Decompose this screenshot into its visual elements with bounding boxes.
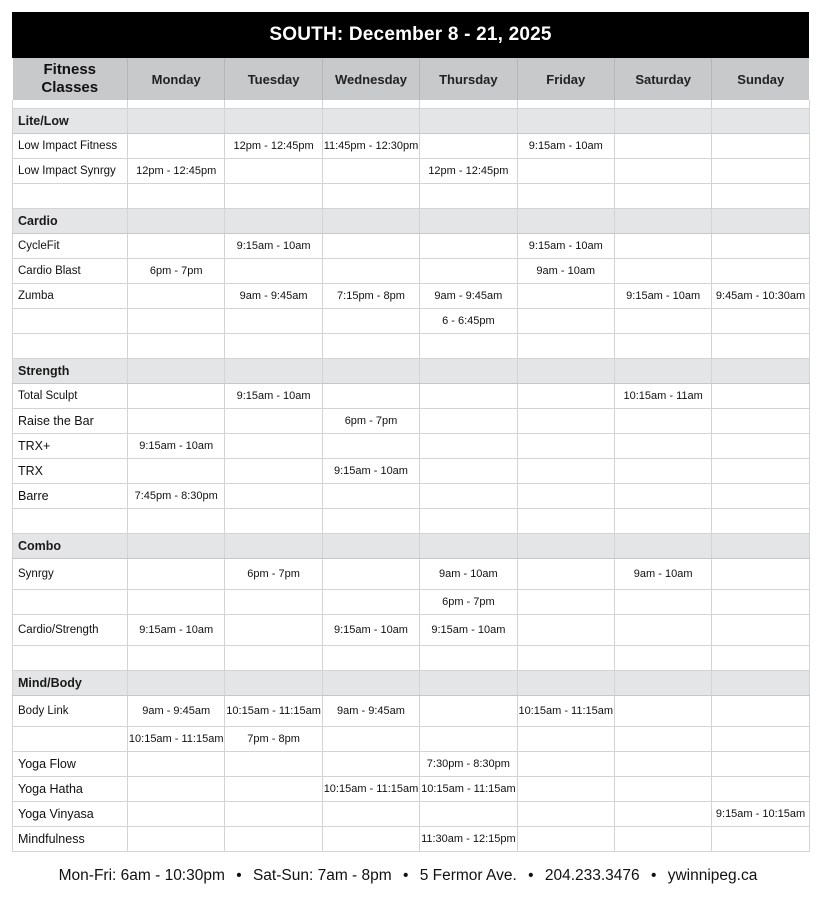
section-header-mind-body [13,671,810,696]
class-name [13,646,128,671]
time-cell-monday [128,777,225,802]
class-name: Zumba [13,284,128,309]
time-cell-monday [128,509,225,534]
spacer-cell [13,100,128,109]
bullet-separator: • [236,867,242,884]
time-cell-tuesday [225,752,322,777]
time-cell-sunday [712,159,809,184]
time-cell-friday [517,434,614,459]
time-cell-monday [128,334,225,359]
time-cell-tuesday [225,590,322,615]
time-cell-tuesday [225,309,322,334]
time-cell-monday [128,234,225,259]
time-cell-monday [128,309,225,334]
section-title: Mind/Body [13,671,128,696]
section-header-strength [13,359,810,384]
section-header-lite-low [13,109,810,134]
time-cell-sunday: 9:45am - 10:30am [712,284,809,309]
section-cell [517,534,614,559]
time-cell-thursday [420,259,517,284]
time-cell-tuesday [225,434,322,459]
spacer-cell [225,100,322,109]
time-cell-saturday [614,802,711,827]
section-cell [128,671,225,696]
section-cell [322,209,419,234]
time-cell-friday [517,802,614,827]
class-name: CycleFit [13,234,128,259]
section-title: Combo [13,534,128,559]
time-cell-thursday [420,727,517,752]
class-name: Low Impact Synrgy [13,159,128,184]
time-cell-monday: 9:15am - 10am [128,434,225,459]
time-cell-thursday [420,234,517,259]
time-cell-wednesday [322,384,419,409]
time-cell-thursday [420,434,517,459]
time-cell-sunday [712,409,809,434]
time-cell-thursday: 6pm - 7pm [420,590,517,615]
time-cell-thursday: 12pm - 12:45pm [420,159,517,184]
time-cell-monday [128,184,225,209]
section-cell [712,534,809,559]
section-cell [225,359,322,384]
time-cell-tuesday: 9:15am - 10am [225,234,322,259]
header-row [13,58,810,100]
time-cell-saturday [614,727,711,752]
footer-phone: 204.233.3476 [544,867,640,884]
section-cell [614,209,711,234]
class-row-continued [13,590,810,615]
time-cell-monday [128,646,225,671]
time-cell-thursday [420,409,517,434]
time-cell-wednesday [322,334,419,359]
time-cell-monday: 9am - 9:45am [128,696,225,727]
time-cell-tuesday [225,409,322,434]
time-cell-friday: 10:15am - 11:15am [517,696,614,727]
class-name: Cardio Blast [13,259,128,284]
time-cell-tuesday [225,777,322,802]
time-cell-saturday: 10:15am - 11am [614,384,711,409]
section-cell [225,109,322,134]
spacer-cell [128,100,225,109]
time-cell-monday [128,559,225,590]
header-day-saturday: Saturday [614,58,711,100]
time-cell-wednesday [322,259,419,284]
time-cell-friday [517,309,614,334]
time-cell-sunday [712,827,809,852]
class-name: Total Sculpt [13,384,128,409]
section-cell [128,534,225,559]
class-name: TRX+ [13,434,128,459]
time-cell-tuesday: 9am - 9:45am [225,284,322,309]
time-cell-friday [517,159,614,184]
time-cell-tuesday [225,159,322,184]
time-cell-wednesday: 9:15am - 10am [322,459,419,484]
class-name: TRX [13,459,128,484]
time-cell-friday [517,727,614,752]
class-row-trx [13,459,810,484]
time-cell-wednesday: 7:15pm - 8pm [322,284,419,309]
time-cell-tuesday: 7pm - 8pm [225,727,322,752]
time-cell-monday [128,752,225,777]
time-cell-saturday [614,590,711,615]
time-cell-tuesday [225,509,322,534]
time-cell-monday: 7:45pm - 8:30pm [128,484,225,509]
section-cell [128,109,225,134]
time-cell-saturday [614,309,711,334]
time-cell-thursday [420,484,517,509]
time-cell-saturday: 9am - 10am [614,559,711,590]
class-row-total-sculpt [13,384,810,409]
time-cell-sunday [712,615,809,646]
header-fitness-classes [13,58,128,100]
time-cell-saturday [614,159,711,184]
section-cell [322,534,419,559]
time-cell-wednesday [322,434,419,459]
time-cell-sunday: 9:15am - 10:15am [712,802,809,827]
class-name [13,590,128,615]
time-cell-friday [517,409,614,434]
section-cell [322,359,419,384]
time-cell-friday [517,459,614,484]
bullet-separator: • [528,867,534,884]
time-cell-friday [517,384,614,409]
schedule-title: SOUTH: December 8 - 21, 2025 [12,12,809,58]
class-row-mindfulness [13,827,810,852]
spacer-cell [420,100,517,109]
section-cell [517,359,614,384]
section-cell [712,109,809,134]
time-cell-wednesday [322,559,419,590]
time-cell-friday: 9:15am - 10am [517,234,614,259]
time-cell-wednesday: 9am - 9:45am [322,696,419,727]
time-cell-tuesday [225,259,322,284]
time-cell-monday [128,134,225,159]
time-cell-saturday [614,827,711,852]
time-cell-sunday [712,334,809,359]
class-name: Yoga Vinyasa [13,802,128,827]
time-cell-thursday [420,696,517,727]
time-cell-wednesday: 9:15am - 10am [322,615,419,646]
header-day-thursday: Thursday [420,58,517,100]
time-cell-sunday [712,234,809,259]
class-row-continued [13,509,810,534]
footer-website-link[interactable]: ywinnipeg.ca [667,867,758,884]
schedule-body [13,100,810,852]
class-name: Synrgy [13,559,128,590]
header-line-1: Fitness [43,61,96,78]
time-cell-tuesday: 10:15am - 11:15am [225,696,322,727]
spacer-row [13,100,810,109]
time-cell-monday [128,590,225,615]
time-cell-sunday [712,559,809,590]
time-cell-thursday [420,184,517,209]
time-cell-thursday [420,646,517,671]
time-cell-sunday [712,184,809,209]
schedule-table [12,58,810,852]
section-cell [420,671,517,696]
class-row-yoga-flow [13,752,810,777]
section-title: Lite/Low [13,109,128,134]
section-cell [322,109,419,134]
class-row-zumba [13,284,810,309]
time-cell-friday [517,827,614,852]
time-cell-wednesday [322,802,419,827]
time-cell-tuesday [225,484,322,509]
header-day-friday: Friday [517,58,614,100]
section-cell [712,209,809,234]
time-cell-friday [517,334,614,359]
time-cell-saturday [614,234,711,259]
time-cell-friday [517,777,614,802]
time-cell-sunday [712,459,809,484]
time-cell-saturday [614,184,711,209]
time-cell-monday: 6pm - 7pm [128,259,225,284]
class-name [13,727,128,752]
class-name: Barre [13,484,128,509]
time-cell-saturday [614,646,711,671]
time-cell-wednesday: 6pm - 7pm [322,409,419,434]
time-cell-thursday: 11:30am - 12:15pm [420,827,517,852]
section-header-combo [13,534,810,559]
time-cell-friday [517,615,614,646]
section-header-cardio [13,209,810,234]
class-row-low-impact-fitness [13,134,810,159]
time-cell-sunday [712,727,809,752]
time-cell-sunday [712,509,809,534]
time-cell-tuesday [225,459,322,484]
time-cell-thursday: 10:15am - 11:15am [420,777,517,802]
time-cell-saturday [614,615,711,646]
time-cell-wednesday [322,159,419,184]
section-cell [614,359,711,384]
spacer-cell [322,100,419,109]
section-cell [225,534,322,559]
class-row-continued [13,646,810,671]
time-cell-sunday [712,259,809,284]
class-row-continued [13,334,810,359]
time-cell-thursday: 9:15am - 10am [420,615,517,646]
class-name: Body Link [13,696,128,727]
time-cell-friday [517,559,614,590]
section-cell [517,671,614,696]
time-cell-wednesday [322,509,419,534]
time-cell-saturday [614,696,711,727]
time-cell-saturday [614,259,711,284]
time-cell-wednesday [322,646,419,671]
time-cell-monday: 9:15am - 10am [128,615,225,646]
time-cell-monday [128,284,225,309]
time-cell-wednesday [322,309,419,334]
time-cell-thursday [420,134,517,159]
section-cell [128,209,225,234]
footer-address: 5 Fermor Ave. [419,867,517,884]
time-cell-wednesday: 10:15am - 11:15am [322,777,419,802]
time-cell-saturday [614,509,711,534]
class-row-yoga-hatha [13,777,810,802]
class-name [13,509,128,534]
time-cell-saturday [614,434,711,459]
class-name [13,184,128,209]
bullet-separator: • [402,867,409,884]
header-day-sunday: Sunday [712,58,809,100]
class-row-trx [13,434,810,459]
class-row-body-link [13,696,810,727]
time-cell-wednesday [322,752,419,777]
time-cell-thursday: 6 - 6:45pm [420,309,517,334]
time-cell-friday [517,590,614,615]
section-cell [517,209,614,234]
time-cell-saturday [614,484,711,509]
time-cell-saturday [614,777,711,802]
time-cell-saturday [614,459,711,484]
header-day-tuesday: Tuesday [225,58,322,100]
time-cell-monday [128,409,225,434]
header-line-2: Classes [41,79,99,96]
class-row-barre [13,484,810,509]
footer-weekend-hours: Sat-Sun: 7am - 8pm [252,867,392,884]
time-cell-sunday [712,434,809,459]
section-cell [712,671,809,696]
time-cell-thursday [420,802,517,827]
time-cell-sunday [712,696,809,727]
section-cell [614,109,711,134]
class-name [13,334,128,359]
time-cell-tuesday: 6pm - 7pm [225,559,322,590]
schedule-sheet [12,12,809,852]
section-cell [225,209,322,234]
section-cell [420,359,517,384]
time-cell-sunday [712,384,809,409]
time-cell-thursday: 7:30pm - 8:30pm [420,752,517,777]
time-cell-sunday [712,590,809,615]
time-cell-thursday: 9am - 10am [420,559,517,590]
time-cell-saturday [614,334,711,359]
time-cell-wednesday [322,234,419,259]
class-row-low-impact-synrgy [13,159,810,184]
class-name: Yoga Flow [13,752,128,777]
header-day-monday: Monday [128,58,225,100]
time-cell-friday: 9:15am - 10am [517,134,614,159]
class-row-continued [13,184,810,209]
class-row-synrgy [13,559,810,590]
time-cell-tuesday [225,184,322,209]
bullet-separator: • [650,867,657,884]
class-name: Mindfulness [13,827,128,852]
class-row-raise-the-bar [13,409,810,434]
spacer-cell [614,100,711,109]
section-cell [517,109,614,134]
time-cell-saturday [614,134,711,159]
class-row-continued [13,727,810,752]
section-cell [420,209,517,234]
class-name: Low Impact Fitness [13,134,128,159]
time-cell-tuesday: 9:15am - 10am [225,384,322,409]
time-cell-wednesday [322,484,419,509]
time-cell-friday [517,284,614,309]
time-cell-saturday [614,752,711,777]
class-row-yoga-vinyasa [13,802,810,827]
section-title: Strength [13,359,128,384]
time-cell-wednesday [322,827,419,852]
time-cell-sunday [712,777,809,802]
time-cell-monday [128,459,225,484]
section-cell [614,671,711,696]
time-cell-wednesday [322,590,419,615]
time-cell-thursday [420,334,517,359]
header-day-wednesday: Wednesday [322,58,419,100]
section-cell [225,671,322,696]
time-cell-friday [517,484,614,509]
time-cell-sunday [712,309,809,334]
class-row-cardio-blast [13,259,810,284]
time-cell-monday: 10:15am - 11:15am [128,727,225,752]
section-title: Cardio [13,209,128,234]
class-row-cyclefit [13,234,810,259]
time-cell-thursday [420,384,517,409]
time-cell-monday [128,384,225,409]
time-cell-saturday [614,409,711,434]
time-cell-friday: 9am - 10am [517,259,614,284]
time-cell-friday [517,646,614,671]
section-cell [420,109,517,134]
time-cell-saturday: 9:15am - 10am [614,284,711,309]
time-cell-monday [128,802,225,827]
class-name: Yoga Hatha [13,777,128,802]
time-cell-tuesday [225,802,322,827]
time-cell-tuesday [225,827,322,852]
class-name: Raise the Bar [13,409,128,434]
footer-info [0,867,816,885]
time-cell-tuesday [225,646,322,671]
class-row-cardio-strength [13,615,810,646]
footer-weekday-hours: Mon-Fri: 6am - 10:30pm [58,867,225,884]
time-cell-wednesday [322,184,419,209]
time-cell-sunday [712,752,809,777]
section-cell [712,359,809,384]
time-cell-wednesday: 11:45pm - 12:30pm [322,134,419,159]
time-cell-monday: 12pm - 12:45pm [128,159,225,184]
time-cell-friday [517,184,614,209]
time-cell-monday [128,827,225,852]
section-cell [614,534,711,559]
class-name [13,309,128,334]
time-cell-friday [517,752,614,777]
time-cell-thursday [420,509,517,534]
time-cell-tuesday [225,334,322,359]
section-cell [420,534,517,559]
section-cell [128,359,225,384]
time-cell-tuesday: 12pm - 12:45pm [225,134,322,159]
time-cell-sunday [712,484,809,509]
time-cell-thursday: 9am - 9:45am [420,284,517,309]
section-cell [322,671,419,696]
time-cell-thursday [420,459,517,484]
time-cell-sunday [712,134,809,159]
time-cell-tuesday [225,615,322,646]
spacer-cell [712,100,809,109]
spacer-cell [517,100,614,109]
class-name: Cardio/Strength [13,615,128,646]
time-cell-sunday [712,646,809,671]
time-cell-friday [517,509,614,534]
time-cell-wednesday [322,727,419,752]
class-row-continued [13,309,810,334]
